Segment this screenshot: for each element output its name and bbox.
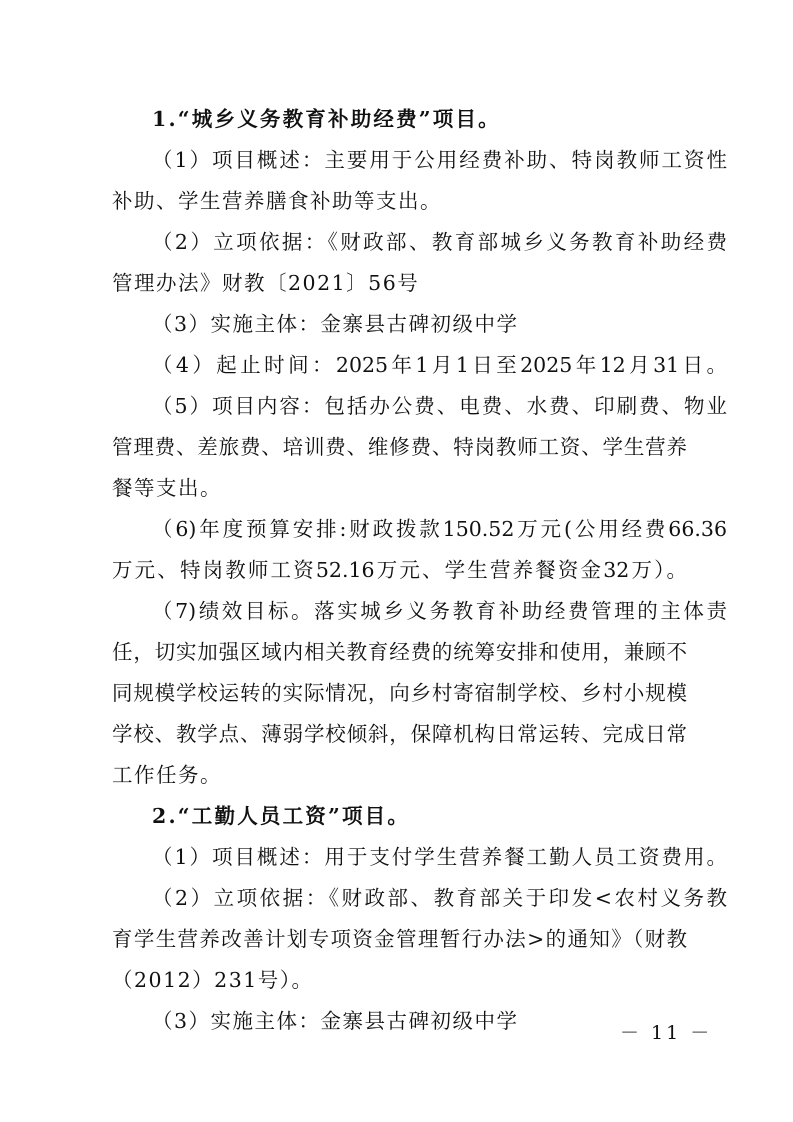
paragraph-line: （5）项目内容：包括办公费、电费、水费、印刷费、物业 [152,394,727,418]
paragraph-line: （2012）231号）。 [112,968,314,992]
section-heading-2: 2.“工勤人员工资”项目。 [152,804,411,828]
page-number: － 11 － [620,1022,713,1044]
paragraph-line: （6)年度预算安排:财政拨款150.52万元(公用经费66.36 [152,517,727,541]
paragraph-line: 任，切实加强区域内相关教育经费的统筹安排和使用，兼顾不 [112,640,687,664]
paragraph-line: （4）起止时间：2025年1月1日至2025年12月31日。 [152,353,727,377]
paragraph-line: （2）立项依据：《财政部、教育部关于印发<农村义务教 [152,886,727,910]
paragraph-line: 学校、教学点、薄弱学校倾斜，保障机构日常运转、完成日常 [112,722,687,746]
paragraph-line: 补助、学生营养膳食补助等支出。 [112,189,442,213]
paragraph-line: 管理办法》财教〔2021〕56号 [112,271,420,295]
paragraph-line: （2）立项依据：《财政部、教育部城乡义务教育补助经费 [152,230,727,254]
paragraph-line: 管理费、差旅费、培训费、维修费、特岗教师工资、学生营养 [112,435,687,459]
paragraph-line: 餐等支出。 [112,476,222,500]
paragraph-line: （1）项目概述：用于支付学生营养餐工勤人员工资费用。 [152,845,727,869]
paragraph-line: （7)绩效目标。落实城乡义务教育补助经费管理的主体责 [152,599,727,623]
paragraph-line: 同规模学校运转的实际情况，向乡村寄宿制学校、乡村小规模 [112,681,687,705]
paragraph-line: （3）实施主体：金寨县古碑初级中学 [152,1009,519,1033]
paragraph-line: 育学生营养改善计划专项资金管理暂行办法>的通知》（财教 [112,927,687,951]
section-heading-1: 1.“城乡义务教育补助经费”项目。 [152,107,501,131]
paragraph-line: （1）项目概述：主要用于公用经费补助、特岗教师工资性 [152,148,727,172]
paragraph-line: 工作任务。 [112,763,222,787]
paragraph-line: （3）实施主体：金寨县古碑初级中学 [152,312,519,336]
paragraph-line: 万元、特岗教师工资52.16万元、学生营养餐资金32万）。 [112,558,687,582]
